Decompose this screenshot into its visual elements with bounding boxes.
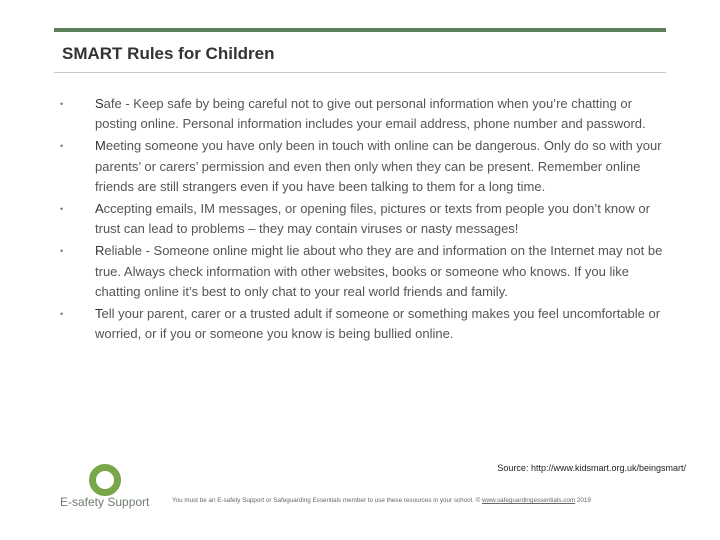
rule-text: eeting someone you have only been in touch with online can be dangerous. Only do so with your parents’ or carers’ permission and even then only when they can be present. Remember online friends are still strangers even if you have been talking to them for a long time. xyxy=(95,138,662,194)
slide-title: SMART Rules for Children xyxy=(62,44,275,63)
rule-initial: S xyxy=(95,96,104,111)
rule-text: eliable - Someone online might lie about who they are and information on the Internet may not be true. Always check information with other websites, books or someone who knows. If you like chatting online it’s best to only chat to your real world friends and family. xyxy=(95,243,663,299)
bullet-marker: • xyxy=(60,309,64,320)
rule-accepting xyxy=(58,199,668,239)
rule-initial: A xyxy=(95,201,104,217)
smart-rules-list xyxy=(58,94,668,346)
rule-meeting xyxy=(58,136,668,197)
rule-initial: M xyxy=(95,138,106,154)
footer-notice xyxy=(172,497,672,504)
rule-tell xyxy=(58,304,668,344)
title-divider xyxy=(54,72,666,73)
esafety-logo xyxy=(60,463,148,513)
rule-text: ccepting emails, IM messages, or opening files, pictures or texts from people you don’t know or trust can lead to problems – they may contain viruses or nasty messages! xyxy=(95,201,650,237)
logo-ring-icon xyxy=(88,463,122,497)
rule-reliable xyxy=(58,241,668,302)
footer-link[interactable]: www.safeguardingessentials.com xyxy=(481,497,576,504)
footer-text: You must be an E-safety Support or Safeguarding Essentials member to use these resources in your school. © xyxy=(172,497,481,504)
logo-text: E-safety Support xyxy=(60,495,150,509)
bullet-marker: • xyxy=(60,246,64,257)
header-rule xyxy=(54,28,666,32)
rule-initial: R xyxy=(95,243,105,259)
bullet-marker: • xyxy=(60,99,64,109)
rule-initial: T xyxy=(95,306,102,322)
rule-text: afe - Keep safe by being careful not to give out personal information when you’re chatting or posting online. Personal information includes your email address, phone number and password. xyxy=(95,96,646,132)
footer-year: 2019 xyxy=(576,497,591,504)
rule-text: ell your parent, carer or a trusted adult if someone or something makes you feel uncomfortable or worried, or if you or someone you know is being bullied online. xyxy=(95,306,661,342)
rule-safe xyxy=(58,94,668,134)
bullet-marker: • xyxy=(60,141,64,152)
source-citation: Source: http://www.kidsmart.org.uk/beingsmart/ xyxy=(497,463,686,473)
bullet-marker: • xyxy=(60,204,64,215)
